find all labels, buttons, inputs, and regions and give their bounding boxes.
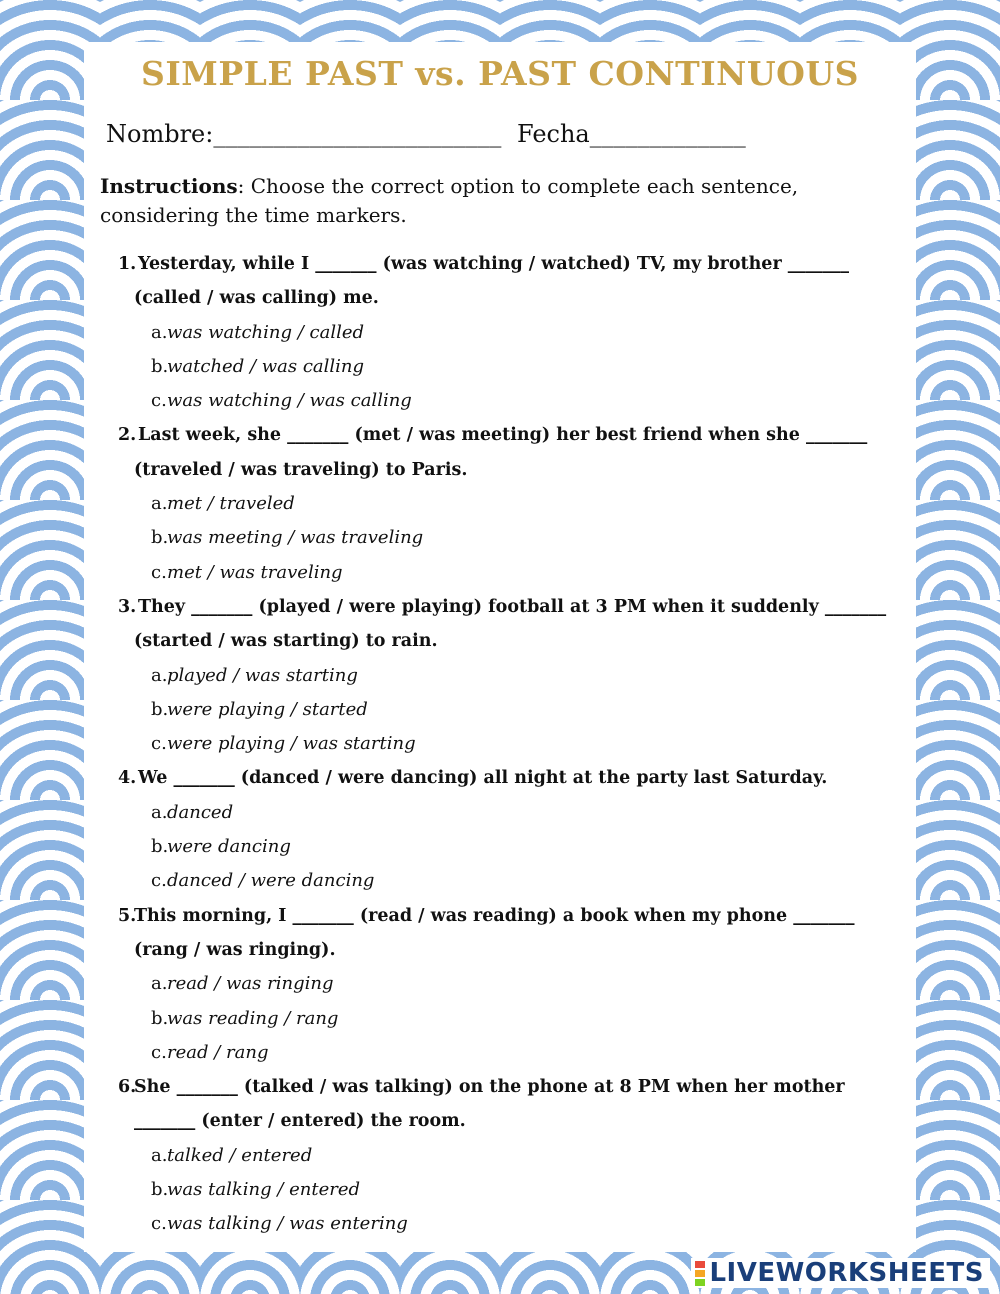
question-text: She _______ (talked / was talking) on the phone at 8 PM when her mother	[134, 1077, 845, 1098]
option-letter: b.	[151, 1007, 169, 1029]
option-letter: b.	[151, 355, 169, 377]
answer-option-b[interactable]	[84, 521, 916, 555]
worksheet-page	[84, 42, 916, 1252]
question-line-continued	[84, 624, 916, 658]
answer-option-c[interactable]	[84, 864, 916, 898]
question-block	[84, 899, 916, 1070]
option-text: was meeting / was traveling	[167, 527, 424, 549]
name-field[interactable]: Nombre:________________________	[106, 120, 502, 148]
option-text: was watching / called	[167, 321, 365, 343]
answer-option-a[interactable]	[84, 1139, 916, 1173]
question-list	[84, 247, 916, 1242]
option-letter: c.	[151, 561, 167, 583]
question-text-continued: _______ (enter / entered) the room.	[134, 1111, 466, 1132]
question-block	[84, 590, 916, 761]
answer-option-c[interactable]	[84, 556, 916, 590]
option-text: danced	[167, 801, 234, 823]
question-number: 3.	[118, 596, 137, 617]
date-field[interactable]: Fecha_____________	[516, 120, 746, 148]
question-line	[84, 1070, 916, 1104]
option-text: read / rang	[167, 1041, 269, 1063]
answer-option-c[interactable]	[84, 1036, 916, 1070]
question-block	[84, 247, 916, 418]
answer-option-b[interactable]	[84, 693, 916, 727]
option-text: was talking / entered	[167, 1179, 361, 1201]
answer-option-a[interactable]	[84, 487, 916, 521]
option-text: was reading / rang	[167, 1007, 339, 1029]
option-text: were playing / started	[167, 698, 368, 720]
question-text: We _______ (danced / were dancing) all night at the party last Saturday.	[138, 768, 828, 789]
option-letter: c.	[151, 1041, 167, 1063]
option-text: played / was starting	[167, 664, 358, 686]
answer-option-a[interactable]	[84, 796, 916, 830]
answer-option-b[interactable]	[84, 350, 916, 384]
option-letter: a.	[151, 801, 168, 823]
question-line-continued	[84, 281, 916, 315]
option-letter: b.	[151, 698, 169, 720]
answer-option-b[interactable]	[84, 1002, 916, 1036]
option-text: were dancing	[167, 836, 291, 858]
question-line	[84, 761, 916, 795]
instructions-label: Instructions	[100, 174, 238, 198]
option-letter: c.	[151, 1213, 167, 1235]
option-text: watched / was calling	[167, 355, 365, 377]
question-number: 4.	[118, 768, 137, 789]
question-text: They _______ (played / were playing) football at 3 PM when it suddenly _______	[138, 596, 887, 617]
question-number: 2.	[118, 425, 137, 446]
option-text: was talking / was entering	[167, 1213, 408, 1235]
page-title: SIMPLE PAST vs. PAST CONTINUOUS	[141, 54, 859, 93]
question-text-continued: (called / was calling) me.	[134, 288, 379, 309]
liveworksheets-footer[interactable]	[691, 1258, 990, 1288]
option-letter: a.	[151, 493, 168, 515]
answer-option-b[interactable]	[84, 830, 916, 864]
answer-option-b[interactable]	[84, 1173, 916, 1207]
option-letter: a.	[151, 973, 168, 995]
question-line	[84, 590, 916, 624]
question-line-continued	[84, 453, 916, 487]
option-text: were playing / was starting	[167, 733, 416, 755]
answer-option-c[interactable]	[84, 727, 916, 761]
question-block	[84, 418, 916, 589]
question-text-continued: (started / was starting) to rain.	[134, 631, 438, 652]
option-letter: c.	[151, 733, 167, 755]
answer-option-c[interactable]	[84, 384, 916, 418]
brand-name: LIVEWORKSHEETS	[709, 1258, 984, 1288]
question-text: This morning, I _______ (read / was reading) a book when my phone _______	[134, 905, 855, 926]
answer-option-c[interactable]	[84, 1207, 916, 1241]
name-date-line	[106, 120, 754, 148]
answer-option-a[interactable]	[84, 316, 916, 350]
option-letter: b.	[151, 836, 169, 858]
question-text-continued: (rang / was ringing).	[134, 939, 336, 960]
question-number: 1.	[118, 254, 137, 274]
question-line	[84, 247, 916, 281]
option-letter: a.	[151, 664, 168, 686]
option-text: met / traveled	[167, 493, 295, 515]
option-text: danced / were dancing	[167, 870, 375, 892]
question-text: Last week, she _______ (met / was meeting) her best friend when she _______	[138, 425, 868, 446]
question-block	[84, 1070, 916, 1241]
option-text: read / was ringing	[167, 973, 334, 995]
instructions	[100, 172, 906, 230]
question-number: 6.	[118, 1077, 137, 1098]
question-line	[84, 418, 916, 452]
question-block	[84, 761, 916, 898]
option-text: talked / entered	[167, 1144, 313, 1166]
instructions-text: : Choose the correct option to complete each sentence, considering the time markers.	[100, 174, 799, 227]
option-letter: b.	[151, 527, 169, 549]
option-text: met / was traveling	[167, 561, 343, 583]
question-number: 5.	[118, 905, 137, 926]
option-letter: b.	[151, 1179, 169, 1201]
answer-option-a[interactable]	[84, 967, 916, 1001]
option-letter: a.	[151, 321, 168, 343]
option-letter: a.	[151, 1144, 168, 1166]
question-line-continued	[84, 1104, 916, 1138]
question-line-continued	[84, 933, 916, 967]
question-text: Yesterday, while I _______ (was watching / watched) TV, my brother _______	[138, 254, 850, 274]
option-letter: c.	[151, 870, 167, 892]
liveworksheets-logo-icon	[695, 1260, 705, 1287]
question-text-continued: (traveled / was traveling) to Paris.	[134, 459, 468, 480]
option-text: was watching / was calling	[167, 390, 412, 412]
option-letter: c.	[151, 390, 167, 412]
answer-option-a[interactable]	[84, 659, 916, 693]
question-line	[84, 899, 916, 933]
